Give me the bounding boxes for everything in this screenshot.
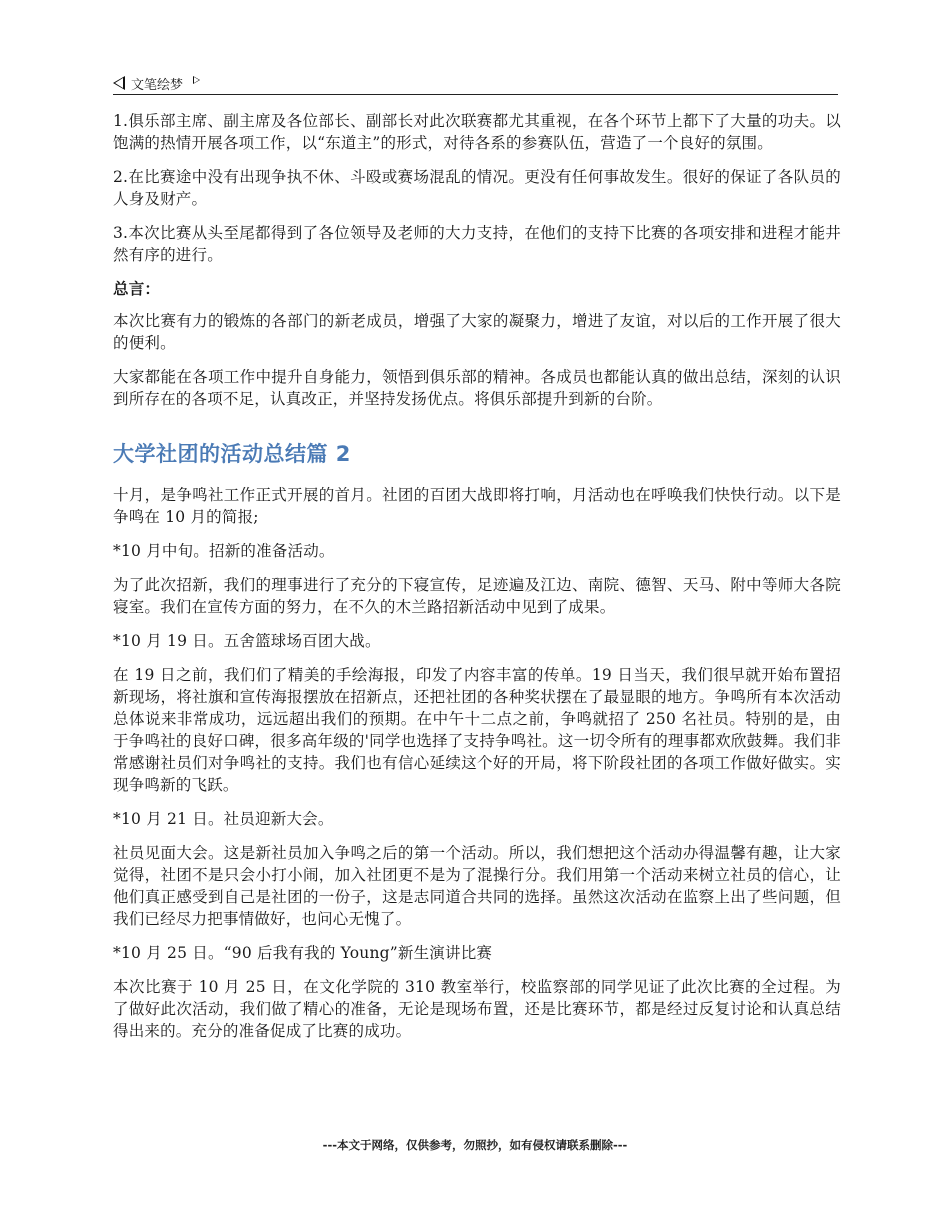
date-entry: *10 月 19 日。五舍篮球场百团大战。: [113, 632, 381, 650]
paragraph: 在 19 日之前，我们们了精美的手绘海报，印发了内容丰富的传单。19 日当天，我们很早就开始布置招新现场，将社旗和宣传海报摆放在招新点，还把社团的各种奖状摆在了最显眼的地方。争鸣所有本次活动总体说来非常成功，远远超出我们的预期。在中午十二点之前，争鸣就招了 250 名社员。特别的是，由于争鸣社的良好口碑，很多高年级的'同学也选择了支持争鸣社。这一切令所有的理事都欢欣鼓舞。我们非常感谢社员们对争鸣社的支持。我们也有信心延续这个好的开局，将下阶段社团的各项工作做好做实。实现争鸣新的飞跃。: [113, 666, 841, 794]
paragraph: 为了此次招新，我们的理事进行了充分的下寝宣传，足迹遍及江边、南院、德智、天马、附中等师大各院寝室。我们在宣传方面的努力，在不久的木兰路招新活动中见到了成果。: [113, 576, 841, 616]
section-title: 大学社团的活动总结篇 2: [113, 442, 351, 466]
date-entry: *10 月 25 日。“90 后我有我的 Young”新生演讲比赛: [113, 944, 493, 962]
date-entry: *10 月中旬。招新的准备活动。: [113, 542, 335, 560]
paragraph: 本次比赛于 10 月 25 日，在文化学院的 310 教室举行，校监察部的同学见证了此次比赛的全过程。为了做好此次活动，我们做了精心的准备，无论是现场布置，还是比赛环节，都是经过反复讨论和认真总结得出来的。充分的准备促成了比赛的成功。: [113, 978, 841, 1040]
document-body: [113, 110, 841, 1054]
paragraph: 3.本次比赛从头至尾都得到了各位领导及老师的大力支持，在他们的支持下比赛的各项安排和进程才能井然有序的进行。: [113, 224, 841, 264]
paragraph: 1.俱乐部主席、副主席及各位部长、副部长对此次联赛都尤其重视，在各个环节上都下了大量的功夫。以饱满的热情开展各项工作，以“东道主”的形式，对待各系的参赛队伍，营造了一个良好的氛围。: [113, 112, 841, 152]
date-entry: *10 月 21 日。社员迎新大会。: [113, 810, 334, 828]
triangle-left-icon: [113, 76, 125, 90]
summary-heading: 总言：: [113, 279, 161, 298]
paragraph: 社员见面大会。这是新社员加入争鸣之后的第一个活动。所以，我们想把这个活动办得温馨有趣，让大家觉得，社团不是只会小打小闹，加入社团更不是为了混操行分。我们用第一个活动来树立社员的信心，让他们真正感受到自己是社团的一份子，这是志同道合共同的选择。虽然这次活动在监察上出了些问题，但我们已经尽力把事情做好，也问心无愧了。: [113, 844, 841, 928]
paragraph: 十月，是争鸣社工作正式开展的首月。社团的百团大战即将打响，月活动也在呼唤我们快快行动。以下是争鸣在 10 月的简报;: [113, 486, 841, 526]
triangle-right-icon: [193, 76, 200, 84]
brand-name: 文笔绘梦: [131, 77, 184, 93]
page-header: [113, 72, 838, 95]
paragraph: 大家都能在各项工作中提升自身能力，领悟到俱乐部的精神。各成员也都能认真的做出总结，深刻的认识到所存在的各项不足，认真改正，并坚持发扬优点。将俱乐部提升到新的台阶。: [113, 368, 841, 408]
page-footer: ---本文于网络，仅供参考，勿照抄，如有侵权请联系删除---: [322, 1138, 628, 1152]
paragraph: 本次比赛有力的锻炼的各部门的新老成员，增强了大家的凝聚力，增进了友谊，对以后的工作开展了很大的便利。: [113, 312, 841, 352]
paragraph: 2.在比赛途中没有出现争执不休、斗殴或赛场混乱的情况。更没有任何事故发生。很好的保证了各队员的人身及财产。: [113, 168, 841, 208]
